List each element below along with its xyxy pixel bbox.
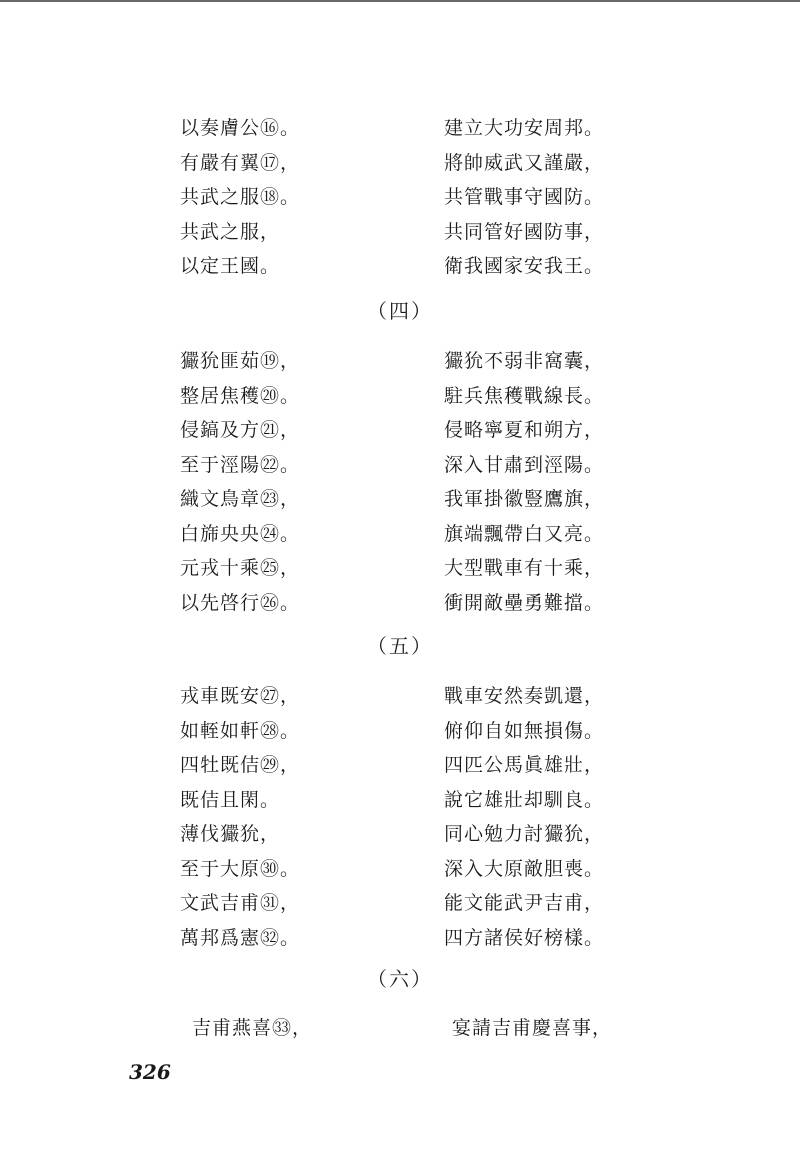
original-line: 共武之服⑱。 [180,186,301,208]
verse-line [0,116,800,151]
stanza-4-heading: （四） [367,299,433,323]
stanza-4 [0,349,800,625]
translation-line: 深入大原敵胆喪。 [444,857,605,880]
stanza-5 [0,684,800,960]
translation-line: 駐兵焦穫戰線長。 [444,384,605,407]
stanza-6-heading: （六） [367,967,433,991]
original-line: 整居焦穫⑳。 [180,384,301,407]
original-line: 共武之服， [180,220,281,243]
verse-line [0,1016,800,1051]
translation-line: 戰車安然奏凱還， [444,685,605,707]
verse-line [0,719,800,754]
original-line: 至于大原㉚。 [180,857,301,880]
verse-line [0,684,800,719]
translation-line: 大型戰車有十乘， [444,557,605,579]
original-line: 白旆央央㉔。 [180,522,301,545]
original-line: 織文鳥章㉓， [180,488,301,510]
verse-line [0,926,800,961]
verse-line [0,556,800,591]
original-line: 薄伐玁狁， [180,823,281,845]
stanza-3-tail [0,116,800,289]
verse-line [0,384,800,419]
original-line: 文武吉甫㉛， [180,892,301,914]
translation-line: 衛我國家安我王。 [444,255,605,277]
original-line: 既佶且閑。 [180,788,281,811]
verse-line [0,418,800,453]
verse-line [0,254,800,289]
translation-line: 侵略寧夏和朔方， [444,419,605,441]
verse-line [0,349,800,384]
verse-line [0,822,800,857]
translation-line: 建立大功安周邦。 [444,117,605,139]
translation-line: 同心勉力討玁狁， [444,823,605,845]
translation-line: 共管戰事守國防。 [444,186,605,208]
original-line: 四牡既佶㉙， [180,754,301,776]
original-line: 玁狁匪茹⑲， [180,350,301,372]
verse-line [0,453,800,488]
verse-line [0,591,800,626]
translation-line: 說它雄壯却馴良。 [444,788,605,811]
stanza-5-heading: （五） [367,634,433,658]
original-line: 元戎十乘㉕， [180,557,301,579]
translation-line: 共同管好國防事， [444,220,605,243]
original-line: 有嚴有翼⑰， [180,151,301,174]
original-line: 以奏膚公⑯。 [180,117,301,139]
translation-line: 深入甘肅到涇陽。 [444,453,605,476]
original-line: 吉甫燕喜㉝， [192,1017,313,1039]
original-line: 侵鎬及方㉑， [180,419,301,441]
original-line: 以定王國。 [180,255,281,277]
translation-line: 宴請吉甫慶喜事， [452,1017,613,1039]
verse-line [0,753,800,788]
page-number: 326 [129,1060,171,1084]
stanza-6 [0,1016,800,1051]
translation-line: 四方諸侯好榜樣。 [444,926,605,949]
translation-line: 四匹公馬眞雄壯， [444,754,605,776]
verse-line [0,185,800,220]
translation-line: 我軍掛徽豎鷹旗， [444,488,605,510]
original-line: 至于涇陽㉒。 [180,453,301,476]
translation-line: 俯仰自如無損傷。 [444,719,605,742]
verse-line [0,891,800,926]
translation-line: 能文能武尹吉甫， [444,892,605,914]
verse-line [0,151,800,186]
verse-line [0,487,800,522]
original-line: 萬邦爲憲㉜。 [180,926,301,949]
verse-line [0,220,800,255]
page-top-border [0,0,800,2]
translation-line: 旗端飄帶白又亮。 [444,522,605,545]
translation-line: 衝開敵壘勇難擋。 [444,591,605,614]
original-line: 以先啓行㉖。 [180,591,301,614]
verse-line [0,522,800,557]
verse-line [0,857,800,892]
translation-line: 玁狁不弱非窩囊， [444,350,605,372]
verse-line [0,788,800,823]
original-line: 戎車既安㉗， [180,685,301,707]
original-line: 如輊如軒㉘。 [180,719,301,742]
translation-line: 將帥威武又謹嚴， [444,151,605,174]
